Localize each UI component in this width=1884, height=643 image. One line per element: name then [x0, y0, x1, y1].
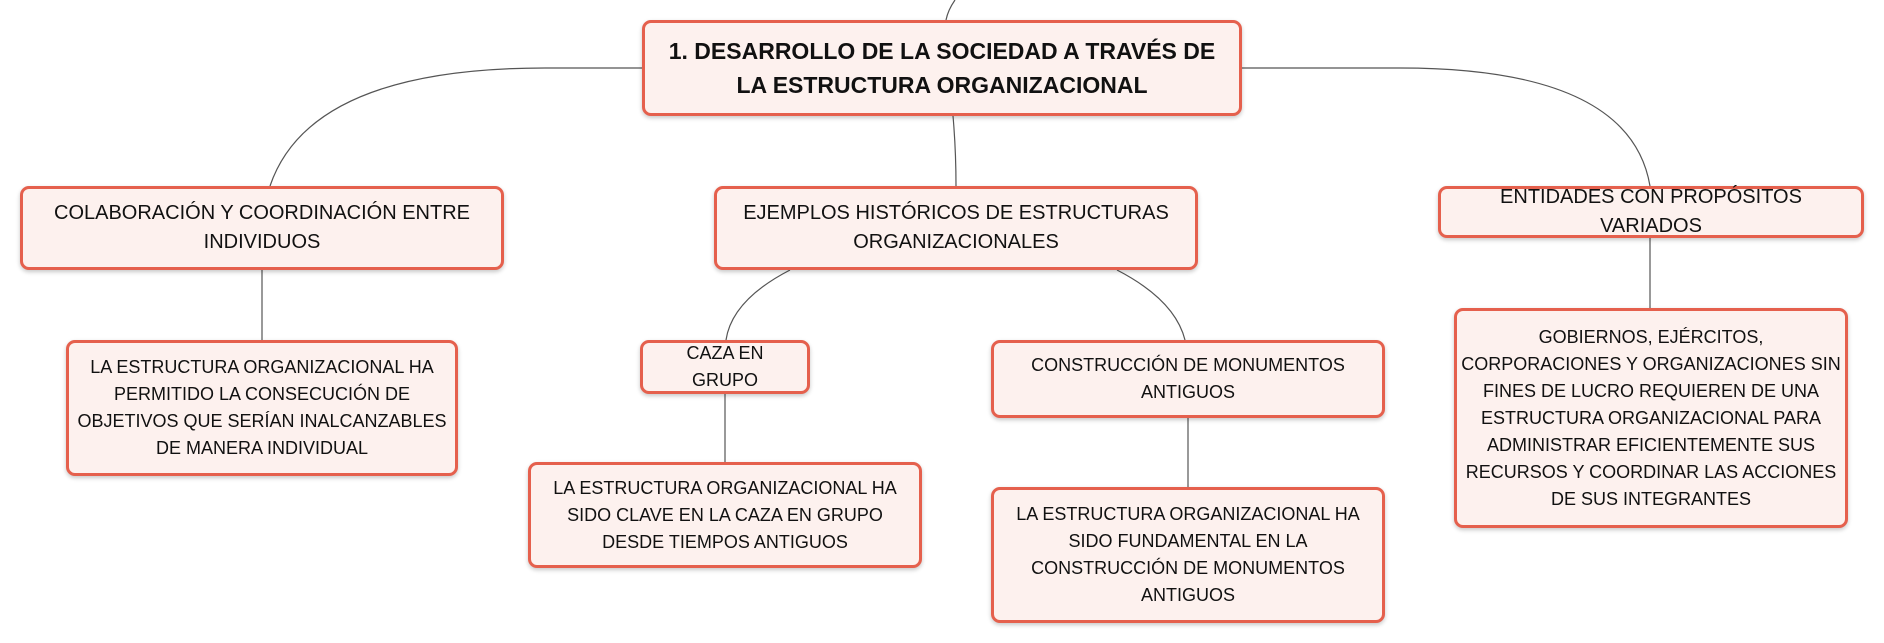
node-construccion-monumentos[interactable] — [991, 340, 1385, 418]
node-consecucion-objetivos[interactable] — [66, 340, 458, 476]
branch-entidades-label: ENTIDADES CON PROPÓSITOS VARIADOS — [1500, 186, 1802, 237]
node-entidades-detail-label: GOBIERNOS, EJÉRCITOS, CORPORACIONES Y ORGANIZACIONES SIN FINES DE LUCRO REQUIEREN DE UNA ESTRUCTURA ORGANIZACIONAL PARA ADMINISTRAR EFICIENTEMENTE SUS RECURSOS Y COORDINAR LAS ACCIONES DE SUS INTEGRANTES — [1461, 326, 1841, 509]
branch-entidades[interactable] — [1438, 186, 1864, 238]
connector-root-center — [953, 116, 956, 186]
node-construccion-monumentos-label: CONSTRUCCIÓN DE MONUMENTOS ANTIGUOS — [1031, 355, 1345, 402]
branch-ejemplos-historicos[interactable] — [714, 186, 1198, 270]
node-caza-en-grupo-label: CAZA EN GRUPO — [686, 343, 764, 390]
connector-center-construccion — [1117, 270, 1185, 340]
connector-center-caza — [726, 270, 790, 340]
connector-parent-up — [946, 0, 955, 20]
node-consecucion-objetivos-label: LA ESTRUCTURA ORGANIZACIONAL HA PERMITIDO LA CONSECUCIÓN DE OBJETIVOS QUE SERÍAN INALCANZABLES DE MANERA INDIVIDUAL — [77, 357, 447, 458]
node-caza-detail[interactable] — [528, 462, 922, 568]
node-caza-detail-label: LA ESTRUCTURA ORGANIZACIONAL HA SIDO CLAVE EN LA CAZA EN GRUPO DESDE TIEMPOS ANTIGUOS — [553, 477, 897, 552]
branch-colaboracion[interactable] — [20, 186, 504, 270]
node-caza-en-grupo[interactable] — [640, 340, 810, 394]
root-node-label: 1. DESARROLLO DE LA SOCIEDAD A TRAVÉS DE LA ESTRUCTURA ORGANIZACIONAL — [668, 38, 1216, 98]
branch-colaboracion-label: COLABORACIÓN Y COORDINACIÓN ENTRE INDIVIDUOS — [54, 202, 470, 253]
connector-root-left — [270, 68, 642, 186]
node-construccion-detail[interactable] — [991, 487, 1385, 623]
node-construccion-detail-label: LA ESTRUCTURA ORGANIZACIONAL HA SIDO FUNDAMENTAL EN LA CONSTRUCCIÓN DE MONUMENTOS ANTIGUOS — [1016, 504, 1360, 605]
root-node[interactable] — [642, 20, 1242, 116]
node-entidades-detail[interactable] — [1454, 308, 1848, 528]
connector-root-right — [1242, 68, 1650, 186]
branch-ejemplos-historicos-label: EJEMPLOS HISTÓRICOS DE ESTRUCTURAS ORGANIZACIONALES — [743, 202, 1169, 253]
